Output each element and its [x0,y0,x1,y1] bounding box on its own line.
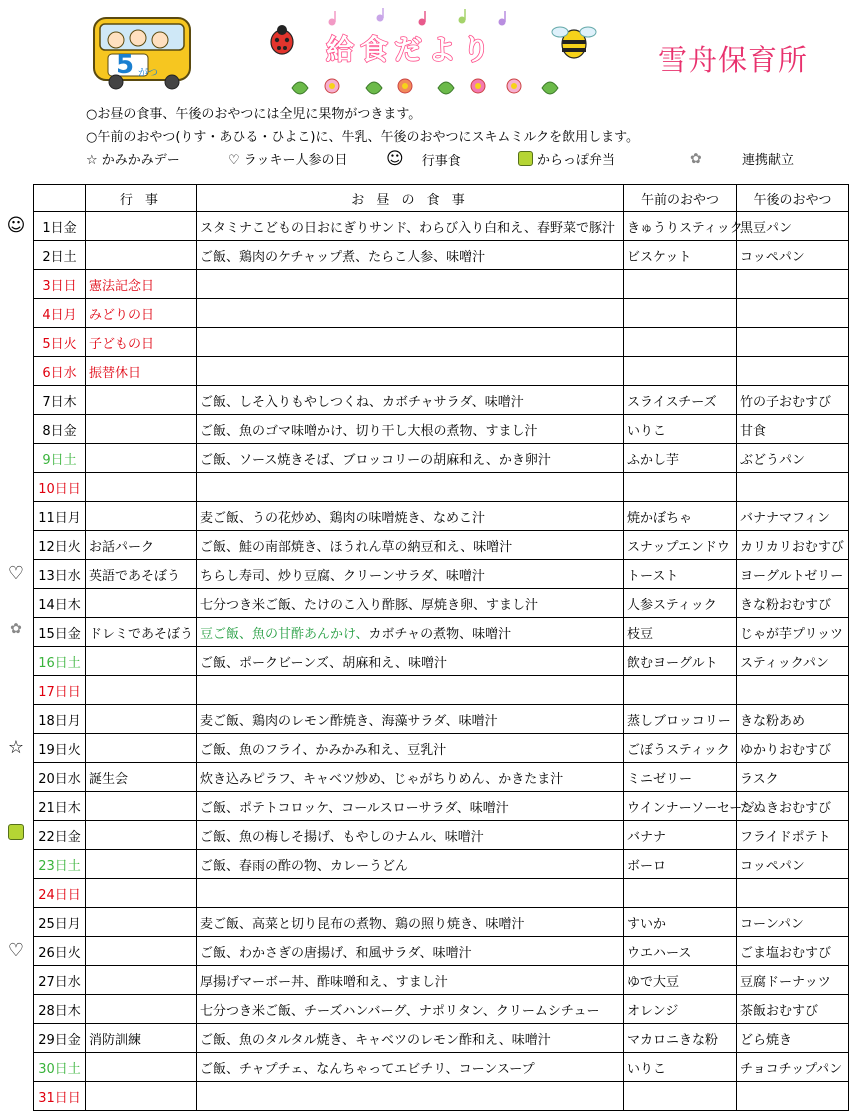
cell-lunch: ご飯、鮭の南部焼き、ほうれん草の納豆和え、味噌汁 [197,531,624,560]
legend-event-label: 行事食 [421,153,461,169]
cell-pm-snack: カリカリおむすび [737,531,849,560]
cell-lunch: 炊き込みピラフ、キャベツ炒め、じゃがちりめん、かきたま汁 [197,763,624,792]
cell-am-snack: ごぼうスティック [624,734,737,763]
bento-icon [5,824,27,845]
cell-pm-snack: 竹の子おむすび [737,386,849,415]
legend-lucky-label: ♡ ラッキー人参の日 [228,153,348,168]
cell-lunch: ご飯、魚のゴマ味噌かけ、切り干し大根の煮物、すまし汁 [197,415,624,444]
cell-pm-snack: 豆腐ドーナッツ [737,966,849,995]
table-row [34,386,849,415]
bee-icon [552,27,596,58]
cell-pm-snack: きな粉おむすび [737,589,849,618]
table-row [34,618,849,647]
cell-lunch: ご飯、春雨の酢の物、カレーうどん [197,850,624,879]
legend-lucky [228,149,348,168]
cell-event [86,241,197,270]
table-row [34,560,849,589]
cell-event: 子どもの日 [86,328,197,357]
cell-event: みどりの日 [86,299,197,328]
cell-pm-snack [737,879,849,908]
cell-pm-snack: ごま塩おむすび [737,937,849,966]
cell-am-snack: いりこ [624,1053,737,1082]
cell-event [86,386,197,415]
legend-kamikami [86,149,180,168]
cell-date: 30日土 [34,1053,86,1082]
note-fruit: ○お昼の食事、午後のおやつには全児に果物がつきます。 [86,107,422,122]
cell-lunch: 厚揚げマーボー丼、酢味噌和え、すまし汁 [197,966,624,995]
header-date [34,185,86,212]
cell-event [86,705,197,734]
cell-event [86,734,197,763]
cell-pm-snack: ラスク [737,763,849,792]
legend-kamikami-label: ☆ かみかみデー [86,153,180,168]
cell-lunch [197,473,624,502]
cell-event: 消防訓練 [86,1024,197,1053]
header-am-snack: 午前のおやつ [624,185,737,212]
cell-pm-snack: きな粉あめ [737,705,849,734]
table-row [34,705,849,734]
cell-pm-snack: たぬきおむすび [737,792,849,821]
table-row [34,995,849,1024]
cell-date: 29日金 [34,1024,86,1053]
cell-lunch: 七分つき米ご飯、チーズハンバーグ、ナポリタン、クリームシチュー [197,995,624,1024]
cell-am-snack: きゅうりスティック [624,212,737,241]
cell-date: 7日木 [34,386,86,415]
newsletter-title: 給食だより [326,33,497,66]
header-pm-snack: 午後のおやつ [737,185,849,212]
legend-renkei [690,149,794,168]
cell-am-snack [624,879,737,908]
cell-date: 10日日 [34,473,86,502]
cell-event: 英語であそぼう [86,560,197,589]
cell-event [86,473,197,502]
table-row [34,647,849,676]
cell-event [86,879,197,908]
cell-event [86,589,197,618]
menu-table [33,184,849,1111]
table-row [34,850,849,879]
cell-pm-snack: コッペパン [737,241,849,270]
cell-date: 12日火 [34,531,86,560]
cell-pm-snack [737,1082,849,1111]
cell-event [86,212,197,241]
table-row [34,1053,849,1082]
cell-lunch: ご飯、チャプチェ、なんちゃってエビチリ、コーンスープ [197,1053,624,1082]
cell-lunch: ご飯、魚のタルタル焼き、キャベツのレモン酢和え、味噌汁 [197,1024,624,1053]
cell-event [86,1053,197,1082]
legend-karappo [518,149,615,168]
cell-date: 4日月 [34,299,86,328]
cell-am-snack: ゆで大豆 [624,966,737,995]
legend-event [386,149,461,169]
cell-date: 25日月 [34,908,86,937]
legend-renkei-label: 連携献立 [742,153,795,168]
cell-pm-snack [737,357,849,386]
cell-event [86,1082,197,1111]
table-row [34,821,849,850]
cell-date: 24日日 [34,879,86,908]
ladybug-icon [271,25,293,54]
cell-pm-snack: 茶飯おむすび [737,995,849,1024]
cell-am-snack: 焼かぼちゃ [624,502,737,531]
cell-pm-snack: ヨーグルトゼリー [737,560,849,589]
cell-date: 23日土 [34,850,86,879]
cell-pm-snack: ぶどうパン [737,444,849,473]
cell-lunch [197,879,624,908]
cell-pm-snack [737,270,849,299]
flower-leaf-row-icon [292,79,558,94]
cell-am-snack [624,357,737,386]
cell-am-snack: すいか [624,908,737,937]
cell-pm-snack: ゆかりおむすび [737,734,849,763]
cell-pm-snack: バナナマフィン [737,502,849,531]
cell-lunch: ご飯、ポテトコロッケ、コールスローサラダ、味噌汁 [197,792,624,821]
lunch-highlight: 豆ご飯、魚の甘酢あんかけ、 [200,626,369,642]
table-row [34,792,849,821]
cell-am-snack [624,1082,737,1111]
heart-icon: ♡ [7,939,25,961]
cell-event [86,444,197,473]
cell-pm-snack [737,299,849,328]
lunch-text: カボチャの煮物、味噌汁 [368,626,512,642]
cell-event: 憲法記念日 [86,270,197,299]
cell-pm-snack: チョコチップパン [737,1053,849,1082]
cell-date: 19日火 [34,734,86,763]
table-row [34,589,849,618]
cell-date: 17日日 [34,676,86,705]
table-row [34,473,849,502]
cell-date: 15日金 [34,618,86,647]
cell-date: 8日金 [34,415,86,444]
cell-event [86,792,197,821]
table-row [34,734,849,763]
cell-am-snack: マカロニきな粉 [624,1024,737,1053]
table-row [34,1082,849,1111]
cell-pm-snack [737,676,849,705]
cell-am-snack [624,299,737,328]
cell-date: 11日月 [34,502,86,531]
cell-date: 9日土 [34,444,86,473]
cell-lunch: 麦ご飯、鶏肉のレモン酢焼き、海藻サラダ、味噌汁 [197,705,624,734]
cell-am-snack: ミニゼリー [624,763,737,792]
cell-date: 20日水 [34,763,86,792]
cell-lunch: ご飯、ソース焼きそば、ブロッコリーの胡麻和え、かき卵汁 [197,444,624,473]
cell-am-snack: 枝豆 [624,618,737,647]
school-name: 雪舟保育所 [658,43,809,77]
cell-am-snack: トースト [624,560,737,589]
cell-event [86,937,197,966]
cell-am-snack: ウエハース [624,937,737,966]
cell-lunch: ご飯、鶏肉のケチャップ煮、たらこ人参、味噌汁 [197,241,624,270]
cell-lunch [197,357,624,386]
cell-event [86,850,197,879]
cell-am-snack: ビスケット [624,241,737,270]
cell-pm-snack: どら焼き [737,1024,849,1053]
cell-lunch [197,328,624,357]
cell-lunch: 麦ご飯、高菜と切り昆布の煮物、鶏の照り焼き、味噌汁 [197,908,624,937]
header-lunch: お 昼 の 食 事 [197,185,624,212]
table-row [34,444,849,473]
cell-lunch [197,299,624,328]
cell-event: お話パーク [86,531,197,560]
cell-event: 振替休日 [86,357,197,386]
cell-pm-snack: 甘食 [737,415,849,444]
cell-lunch: ご飯、しそ入りもやしつくね、カボチャサラダ、味噌汁 [197,386,624,415]
cell-pm-snack [737,473,849,502]
renkei-icon: ✿ [10,620,22,637]
cell-date: 1日金 [34,212,86,241]
cell-am-snack: 飲むヨーグルト [624,647,737,676]
cell-pm-snack: じゃが芋プリッツ [737,618,849,647]
heart-icon: ♡ [7,562,25,584]
table-row [34,415,849,444]
bus-month-label: がつ [138,68,158,79]
table-row [34,357,849,386]
cell-event [86,676,197,705]
table-row [34,241,849,270]
cell-date: 5日火 [34,328,86,357]
table-row [34,531,849,560]
cell-event [86,415,197,444]
cell-pm-snack: コーンパン [737,908,849,937]
cell-date: 27日水 [34,966,86,995]
cell-event: ドレミであそぼう [86,618,197,647]
cell-am-snack: ボーロ [624,850,737,879]
renkei-icon: ✿ [690,150,702,167]
cell-pm-snack: コッペパン [737,850,849,879]
cell-am-snack: スナップエンドウ [624,531,737,560]
cell-date: 21日木 [34,792,86,821]
cell-am-snack: ふかし芋 [624,444,737,473]
bento-icon [518,151,533,166]
cell-am-snack: いりこ [624,415,737,444]
table-row [34,299,849,328]
cell-date: 13日水 [34,560,86,589]
cell-event: 誕生会 [86,763,197,792]
cell-pm-snack: スティックパン [737,647,849,676]
cell-date: 6日水 [34,357,86,386]
cell-event [86,647,197,676]
cell-lunch: ご飯、ポークビーンズ、胡麻和え、味噌汁 [197,647,624,676]
cell-lunch: ご飯、魚の梅しそ揚げ、もやしのナムル、味噌汁 [197,821,624,850]
table-row [34,1024,849,1053]
header-event: 行 事 [86,185,197,212]
table-row [34,879,849,908]
cell-lunch: 麦ご飯、うの花炒め、鶏肉の味噌焼き、なめこ汁 [197,502,624,531]
cell-pm-snack [737,328,849,357]
star-icon: ☆ [7,736,25,758]
smiley-icon: ☺ [386,149,404,169]
cell-date: 18日月 [34,705,86,734]
cell-date: 31日日 [34,1082,86,1111]
cell-lunch [197,618,624,647]
cell-date: 2日土 [34,241,86,270]
cell-pm-snack: 黒豆パン [737,212,849,241]
cell-am-snack: 蒸しブロッコリー [624,705,737,734]
cell-lunch: ご飯、魚のフライ、かみかみ和え、豆乳汁 [197,734,624,763]
note-milk: ○午前のおやつ(りす・あひる・ひよこ)に、牛乳、午後のおやつにスキムミルクを飲用します。 [86,130,640,145]
cell-lunch: ご飯、わかさぎの唐揚げ、和風サラダ、味噌汁 [197,937,624,966]
table-header-row [34,185,849,212]
table-row [34,908,849,937]
cell-lunch: ちらし寿司、炒り豆腐、クリーンサラダ、味噌汁 [197,560,624,589]
table-row [34,966,849,995]
table-row [34,676,849,705]
cell-am-snack: バナナ [624,821,737,850]
music-notes-icon [329,8,505,25]
cell-event [86,821,197,850]
table-row [34,763,849,792]
table-row [34,212,849,241]
cell-lunch: スタミナこどもの日おにぎりサンド、わらび入り白和え、春野菜で豚汁 [197,212,624,241]
cell-date: 28日木 [34,995,86,1024]
table-body [34,212,849,1111]
bus-month-number: 5 [116,50,135,80]
cell-event [86,966,197,995]
cell-lunch [197,1082,624,1111]
cell-am-snack: ウインナーソーセージ [624,792,737,821]
cell-am-snack: 人参スティック [624,589,737,618]
cell-event [86,502,197,531]
legend-karappo-label: からっぽ弁当 [537,153,616,168]
table-row [34,270,849,299]
cell-am-snack [624,473,737,502]
cell-am-snack [624,328,737,357]
cell-lunch [197,270,624,299]
cell-date: 16日土 [34,647,86,676]
cell-am-snack: スライスチーズ [624,386,737,415]
cell-event [86,995,197,1024]
table-row [34,937,849,966]
cell-am-snack: オレンジ [624,995,737,1024]
cell-date: 3日日 [34,270,86,299]
cell-pm-snack: フライドポテト [737,821,849,850]
cell-date: 26日火 [34,937,86,966]
smiley-icon: ☺ [6,214,26,236]
cell-date: 22日金 [34,821,86,850]
cell-lunch [197,676,624,705]
cell-am-snack [624,270,737,299]
cell-lunch: 七分つき米ご飯、たけのこ入り酢豚、厚焼き卵、すまし汁 [197,589,624,618]
cell-am-snack [624,676,737,705]
table-row [34,502,849,531]
cell-event [86,908,197,937]
table-row [34,328,849,357]
cell-date: 14日木 [34,589,86,618]
